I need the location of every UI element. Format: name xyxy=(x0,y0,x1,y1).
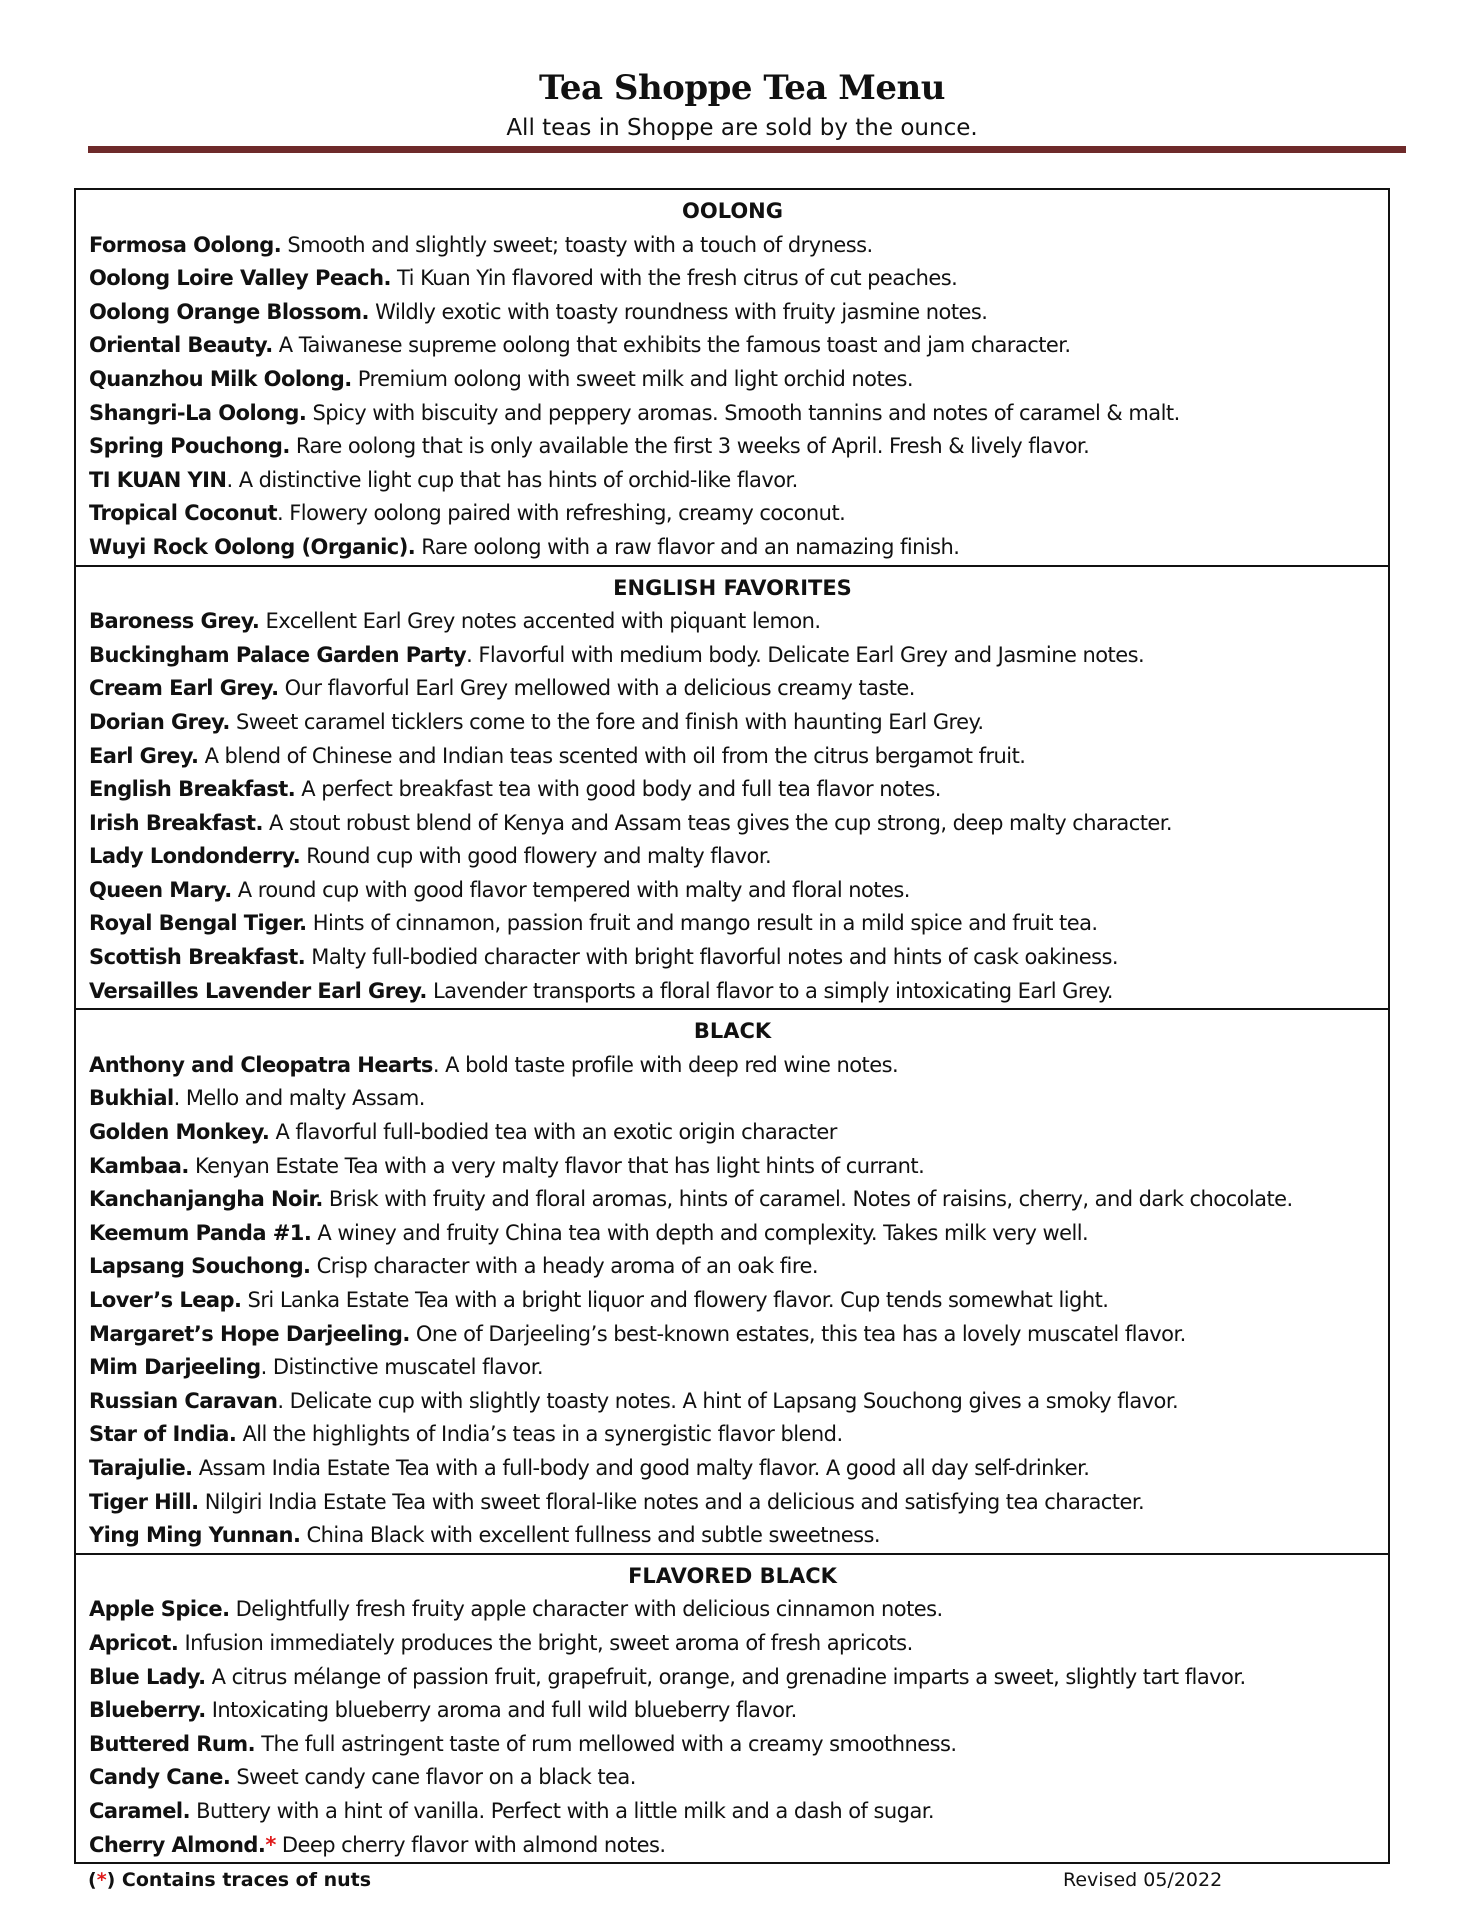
tea-item xyxy=(89,1694,1376,1728)
tea-name: Caramel. xyxy=(89,1798,191,1823)
tea-name: Lapsang Souchong. xyxy=(89,1254,311,1279)
tea-description: Spicy with biscuity and peppery aromas. Smooth tannins and notes of caramel & malt. xyxy=(306,400,1180,425)
tea-description: Kenyan Estate Tea with a very malty flavor that has light hints of currant. xyxy=(188,1153,925,1178)
footnote-text: ) Contains traces of nuts xyxy=(106,1869,372,1891)
tea-description: Our flavorful Earl Grey mellowed with a delicious creamy taste. xyxy=(278,676,915,701)
tea-item xyxy=(89,1049,1376,1083)
tea-item xyxy=(89,941,1376,975)
tea-description: . Distinctive muscatel flavor. xyxy=(260,1355,543,1380)
menu-subtitle: All teas in Shoppe are sold by the ounce. xyxy=(506,115,978,141)
nuts-footnote xyxy=(88,1866,371,1894)
tea-description: Sweet candy cane flavor on a black tea. xyxy=(230,1765,636,1790)
tea-description: . Mello and malty Assam. xyxy=(173,1086,425,1111)
tea-name: Keemum Panda #1. xyxy=(89,1220,312,1245)
tea-name: Tiger Hill. xyxy=(89,1489,199,1514)
tea-name: Kanchanjangha Noir. xyxy=(89,1187,323,1212)
tea-description: Premium oolong with sweet milk and light orchid notes. xyxy=(351,366,914,391)
tea-description: . A bold taste profile with deep red wine notes. xyxy=(432,1052,899,1077)
tea-description: A citrus mélange of passion fruit, grapefruit, orange, and grenadine imparts a sweet, slightly tart flavor. xyxy=(205,1664,1246,1689)
tea-description: . Flavorful with medium body. Delicate Earl Grey and Jasmine notes. xyxy=(466,642,1145,667)
tea-item xyxy=(89,1661,1376,1695)
tea-description: Intoxicating blueberry aroma and full wild blueberry flavor. xyxy=(205,1698,797,1723)
tea-description: Brisk with fruity and floral aromas, hints of caramel. Notes of raisins, cherry, and dark chocolate. xyxy=(322,1187,1293,1212)
tea-item xyxy=(89,296,1376,330)
tea-name: Quanzhou Milk Oolong. xyxy=(89,366,352,391)
tea-description: A Taiwanese supreme oolong that exhibits the famous toast and jam character. xyxy=(272,333,1071,358)
tea-item xyxy=(89,639,1376,673)
tea-item xyxy=(89,1183,1376,1217)
tea-item xyxy=(89,1728,1376,1762)
tea-description: . Delicate cup with slightly toasty notes. A hint of Lapsang Souchong gives a smoky flavor. xyxy=(277,1388,1179,1413)
tea-description: A flavorful full-bodied tea with an exotic origin character xyxy=(269,1120,837,1145)
tea-item xyxy=(89,773,1376,807)
tea-item xyxy=(89,1418,1376,1452)
tea-item xyxy=(89,605,1376,639)
menu-section xyxy=(76,1010,1388,1555)
tea-description: A stout robust blend of Kenya and Assam teas gives the cup strong, deep malty character. xyxy=(262,810,1173,835)
tea-item xyxy=(89,363,1376,397)
tea-description: Ti Kuan Yin flavored with the fresh citrus of cut peaches. xyxy=(390,266,958,291)
nut-asterisk: * xyxy=(265,1832,276,1857)
tea-description: Assam India Estate Tea with a full-body and good malty flavor. A good all day self-drinker. xyxy=(192,1455,1090,1480)
tea-description: Crisp character with a heady aroma of an oak fire. xyxy=(310,1254,818,1279)
tea-name: TI KUAN YIN xyxy=(89,467,227,492)
tea-name: Wuyi Rock Oolong (Organic). xyxy=(89,534,416,559)
tea-description: One of Darjeeling’s best-known estates, this tea has a lovely muscatel flavor. xyxy=(409,1321,1186,1346)
tea-name: Tarajulie. xyxy=(89,1455,193,1480)
tea-name: Dorian Grey. xyxy=(89,709,230,734)
tea-item xyxy=(89,1761,1376,1795)
footnote-asterisk: * xyxy=(96,1869,107,1891)
tea-description: Excellent Earl Grey notes accented with piquant lemon. xyxy=(259,609,821,634)
tea-item xyxy=(89,1486,1376,1520)
tea-item xyxy=(89,1217,1376,1251)
section-title: FLAVORED BLACK xyxy=(628,1563,837,1588)
tea-item xyxy=(89,1795,1376,1829)
tea-item xyxy=(89,229,1376,263)
tea-item xyxy=(89,262,1376,296)
tea-item xyxy=(89,1351,1376,1385)
tea-name: Blue Lady. xyxy=(89,1664,206,1689)
tea-description: Sweet caramel ticklers come to the fore and finish with haunting Earl Grey. xyxy=(229,709,984,734)
tea-description: A round cup with good flavor tempered with malty and floral notes. xyxy=(231,877,910,902)
tea-description: Buttery with a hint of vanilla. Perfect with a little milk and a dash of sugar. xyxy=(190,1798,935,1823)
tea-item xyxy=(89,1593,1376,1627)
tea-name: Shangri-La Oolong. xyxy=(89,400,307,425)
section-title: OOLONG xyxy=(681,199,783,223)
tea-description: . A distinctive light cup that has hints of orchid-like flavor. xyxy=(226,467,798,492)
tea-description: Wildly exotic with toasty roundness with fruity jasmine notes. xyxy=(368,299,988,324)
tea-item xyxy=(89,1116,1376,1150)
tea-name: Lady Londonderry. xyxy=(89,844,301,869)
tea-item xyxy=(89,1082,1376,1116)
tea-item xyxy=(89,430,1376,464)
tea-item xyxy=(89,807,1376,841)
tea-description: . Flowery oolong paired with refreshing, creamy coconut. xyxy=(277,501,846,526)
tea-name: Queen Mary. xyxy=(89,877,232,902)
tea-name: Cherry Almond. xyxy=(89,1832,266,1857)
tea-description: Rare oolong that is only available the first 3 weeks of April. Fresh & lively flavor. xyxy=(289,434,1090,459)
tea-item xyxy=(89,531,1376,565)
tea-description: Hints of cinnamon, passion fruit and mango result in a mild spice and fruit tea. xyxy=(306,911,1098,936)
tea-name: Irish Breakfast. xyxy=(89,810,263,835)
tea-item xyxy=(89,975,1376,1009)
tea-description: All the highlights of India’s teas in a synergistic flavor blend. xyxy=(236,1422,843,1447)
tea-name: Versailles Lavender Earl Grey. xyxy=(89,978,427,1003)
tea-description: Deep cherry flavor with almond notes. xyxy=(275,1832,666,1857)
tea-description: Smooth and slightly sweet; toasty with a touch of dryness. xyxy=(281,232,873,257)
menu-section xyxy=(76,567,1388,1011)
tea-description: A winey and fruity China tea with depth and complexity. Takes milk very well. xyxy=(311,1220,1089,1245)
tea-name: Golden Monkey. xyxy=(89,1120,270,1145)
tea-name: Spring Pouchong. xyxy=(89,434,290,459)
tea-item xyxy=(89,907,1376,941)
tea-name: Lover’s Leap. xyxy=(89,1288,242,1312)
tea-name: Oriental Beauty. xyxy=(89,333,273,358)
tea-description: Lavender transports a floral flavor to a simply intoxicating Earl Grey. xyxy=(426,978,1113,1003)
tea-description: China Black with excellent fullness and subtle sweetness. xyxy=(300,1523,880,1548)
tea-name: Ying Ming Yunnan. xyxy=(89,1523,301,1548)
header-rule xyxy=(88,146,1406,153)
tea-item xyxy=(89,1385,1376,1419)
tea-item xyxy=(89,397,1376,431)
tea-name: Oolong Loire Valley Peach. xyxy=(89,266,391,291)
menu-section xyxy=(76,1555,1388,1862)
tea-name: Margaret’s Hope Darjeeling. xyxy=(89,1321,410,1346)
tea-name: Cream Earl Grey. xyxy=(89,676,279,701)
tea-name: Tropical Coconut xyxy=(89,501,278,526)
tea-item xyxy=(89,1627,1376,1661)
tea-name: Mim Darjeeling xyxy=(89,1355,261,1380)
tea-item xyxy=(89,497,1376,531)
tea-name: English Breakfast. xyxy=(89,777,296,802)
tea-item xyxy=(89,1519,1376,1553)
tea-description: A perfect breakfast tea with good body and full tea flavor notes. xyxy=(295,777,941,802)
tea-item xyxy=(89,740,1376,774)
tea-item xyxy=(89,1829,1376,1863)
tea-description: The full astringent taste of rum mellowed with a creamy smoothness. xyxy=(255,1731,957,1756)
tea-name: Buttered Rum. xyxy=(89,1731,256,1756)
tea-name: Star of India. xyxy=(89,1422,237,1447)
tea-description: Infusion immediately produces the bright, sweet aroma of fresh apricots. xyxy=(178,1630,913,1655)
menu-section xyxy=(76,190,1388,567)
tea-name: Formosa Oolong. xyxy=(89,232,282,257)
menu-table xyxy=(74,188,1390,1864)
tea-item xyxy=(89,874,1376,908)
tea-item xyxy=(89,706,1376,740)
tea-name: Anthony and Cleopatra Hearts xyxy=(89,1052,433,1077)
tea-name: Russian Caravan xyxy=(89,1388,278,1413)
menu-title: Tea Shoppe Tea Menu xyxy=(539,68,945,108)
revised-date: Revised 05/2022 xyxy=(1063,1869,1223,1891)
tea-name: Oolong Orange Blossom. xyxy=(89,299,369,324)
section-title: BLACK xyxy=(693,1019,772,1044)
tea-description: Round cup with good flowery and malty flavor. xyxy=(300,844,772,869)
tea-name: Earl Grey. xyxy=(89,743,199,768)
tea-description: Nilgiri India Estate Tea with sweet floral-like notes and a delicious and satisfying tea character. xyxy=(198,1489,1145,1514)
tea-name: Royal Bengal Tiger. xyxy=(89,911,307,936)
tea-description: Rare oolong with a raw flavor and an namazing finish. xyxy=(415,534,960,559)
tea-description: Malty full-bodied character with bright flavorful notes and hints of cask oakiness. xyxy=(305,945,1119,970)
tea-name: Baroness Grey. xyxy=(89,609,260,634)
tea-name: Scottish Breakfast. xyxy=(89,945,306,970)
section-title: ENGLISH FAVORITES xyxy=(613,575,852,600)
footnote-open: ( xyxy=(88,1869,97,1891)
tea-name: Buckingham Palace Garden Party xyxy=(89,642,467,667)
tea-name: Bukhial xyxy=(89,1086,174,1111)
tea-description: Delightfully fresh fruity apple character with delicious cinnamon notes. xyxy=(229,1597,943,1622)
tea-item xyxy=(89,1150,1376,1184)
tea-item xyxy=(89,1250,1376,1284)
tea-description: Sri Lanka Estate Tea with a bright liquor and flowery flavor. Cup tends somewhat light. xyxy=(241,1288,1109,1312)
tea-item xyxy=(89,840,1376,874)
tea-name: Apricot. xyxy=(89,1630,179,1655)
tea-item xyxy=(89,329,1376,363)
tea-item xyxy=(89,464,1376,498)
tea-item xyxy=(89,1318,1376,1352)
tea-description: A blend of Chinese and Indian teas scented with oil from the citrus bergamot fruit. xyxy=(198,743,1026,768)
tea-name: Kambaa. xyxy=(89,1153,189,1178)
tea-name: Candy Cane. xyxy=(89,1765,231,1790)
tea-name: Apple Spice. xyxy=(89,1597,230,1622)
tea-item xyxy=(89,1452,1376,1486)
tea-item xyxy=(89,1284,1376,1318)
tea-item xyxy=(89,672,1376,706)
tea-name: Blueberry. xyxy=(89,1698,206,1723)
